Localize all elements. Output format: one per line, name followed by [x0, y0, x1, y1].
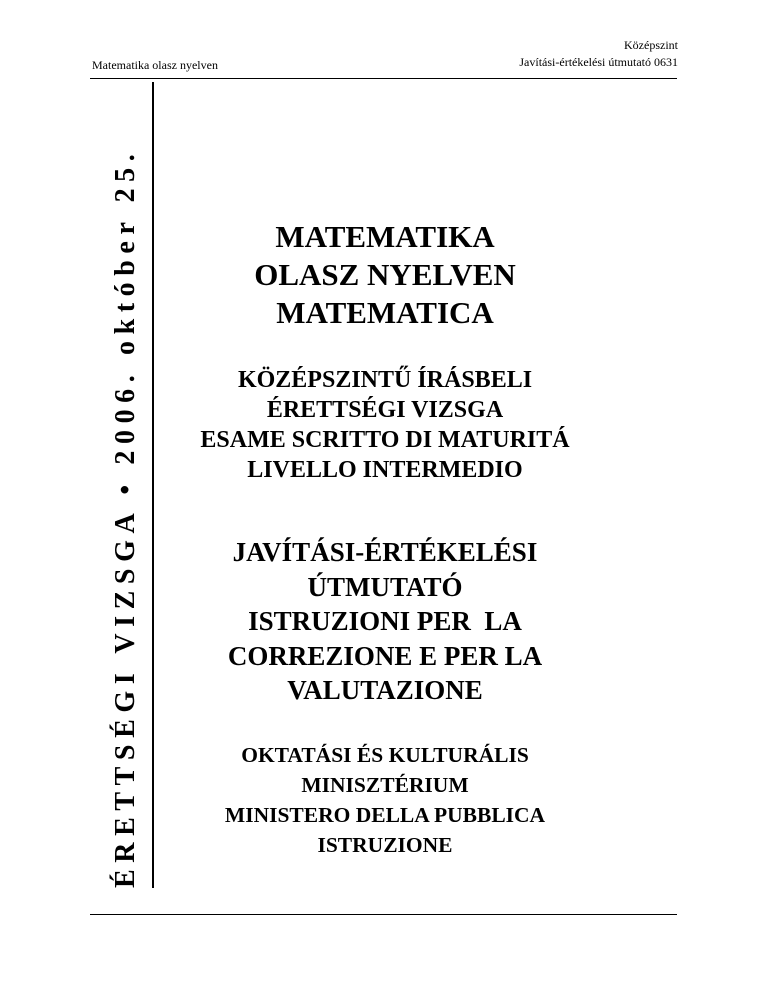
- header-level: Középszint: [624, 38, 678, 52]
- vertical-exam-banner-text: ÉRETTSÉGI VIZSGA • 2006. október 25.: [107, 82, 154, 888]
- guide-line: CORREZIONE E PER LA: [227, 640, 543, 671]
- exam-line: KÖZÉPSZINTŰ ÍRÁSBELI: [237, 367, 533, 393]
- exam-line: ESAME SCRITTO DI MATURITÁ: [200, 427, 570, 453]
- title-line: OLASZ NYELVEN: [254, 257, 516, 292]
- guide-line: ISTRUZIONI PER LA: [248, 606, 522, 636]
- header-info: [519, 37, 678, 71]
- guide-line: ÚTMUTATÓ: [307, 571, 463, 602]
- guide-heading: [150, 535, 620, 708]
- exam-line: ÉRETTSÉGI VIZSGA: [266, 397, 504, 423]
- guide-line: VALUTAZIONE: [287, 675, 483, 705]
- header-guide-code: Javítási-értékelési útmutató 0631: [519, 55, 678, 69]
- title-line: MATEMATIKA: [275, 219, 495, 254]
- header-divider: [90, 78, 677, 79]
- exam-line: LIVELLO INTERMEDIO: [247, 457, 523, 483]
- footer-divider: [90, 914, 677, 915]
- exam-level-heading: [150, 365, 620, 485]
- ministry-line: ISTRUZIONE: [317, 833, 453, 857]
- ministry-line: OKTATÁSI ÉS KULTURÁLIS: [241, 743, 529, 767]
- ministry-heading: [150, 740, 620, 860]
- ministry-line: MINISZTÉRIUM: [301, 773, 469, 797]
- title-line: MATEMATICA: [276, 295, 494, 330]
- vertical-exam-banner: [107, 82, 154, 888]
- guide-line: JAVÍTÁSI-ÉRTÉKELÉSI: [232, 537, 538, 567]
- document-title: [150, 218, 620, 332]
- ministry-line: MINISTERO DELLA PUBBLICA: [224, 803, 546, 827]
- header-subject: Matematika olasz nyelven: [92, 58, 218, 72]
